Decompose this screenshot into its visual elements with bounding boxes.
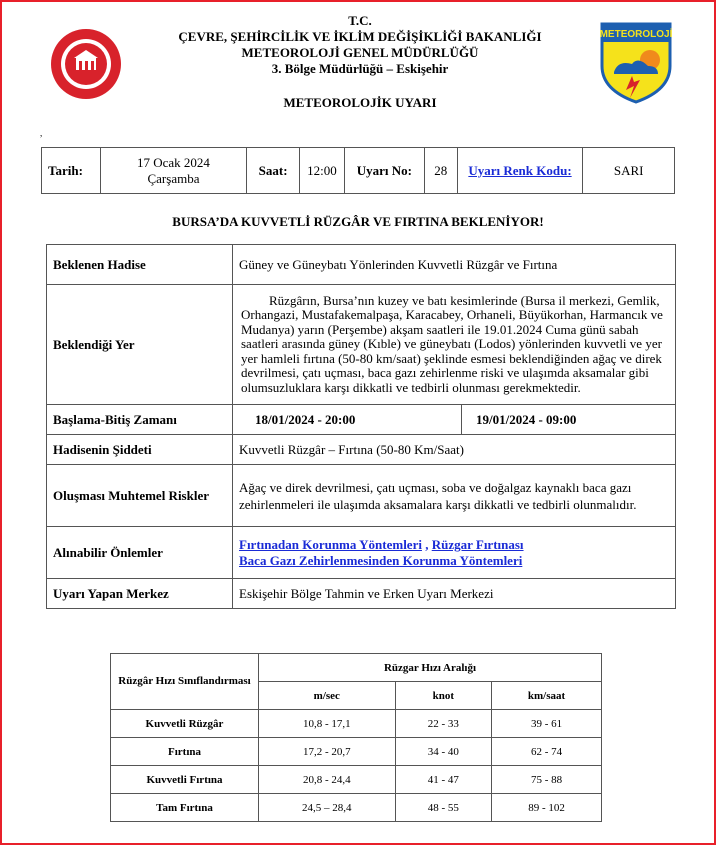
severity-value: Kuvvetli Rüzgâr – Fırtına (50-80 Km/Saat) — [233, 435, 676, 465]
value-kmh: 75 - 88 — [492, 766, 602, 794]
link-separator: , — [421, 536, 432, 552]
value-knot: 41 - 47 — [395, 766, 492, 794]
place-label: Beklendiği Yer — [47, 285, 233, 405]
link-storm-protection[interactable]: Fırtınadan Korunma Yöntemleri — [239, 536, 422, 552]
link-wind-storm[interactable]: Rüzgar Fırtınası — [431, 536, 524, 552]
meteorology-logo-icon — [598, 20, 674, 104]
logo-text: METEOROLOJİ — [599, 29, 673, 40]
class-name: Fırtına — [111, 738, 259, 766]
wind-classification-table — [110, 653, 602, 822]
event-value: Güney ve Güneybatı Yönlerinden Kuvvetli Rüzgâr ve Fırtına — [233, 245, 676, 285]
value-knot: 48 - 55 — [395, 794, 492, 822]
place-value: Rüzgârın, Bursa’nın kuzey ve batı kesimlerinde (Bursa il merkezi, Gemlik, Orhangazi, Mustafakemalpaşa, Karacabey, Orhaneli, Büyükorhan, Harmancık ve Mudanya) yarın (Perşembe) akşam saatleri ile 19.01.2024 Cuma günü sabah saatleri arasında güney (Kıble) ve güneybatı (Lodos) yönlerinden kuvvetli ve yer yer hamleli fırtına (50-80 km/saat) şeklinde esmesi beklendiğinden ağaç ve direk devrilmesi, çatı uçması, baca gazı zehirlenme riski ve ulaşımda aksamalar gibi olumsuzluklara karşı dikkatli ve tedbirli olunması gerekmektedir. — [233, 285, 676, 405]
warning-no-label: Uyarı No: — [344, 148, 424, 194]
class-name: Kuvvetli Rüzgâr — [111, 710, 259, 738]
warning-no-value: 28 — [424, 148, 457, 194]
table-row — [111, 738, 602, 766]
unit-knot: knot — [395, 682, 492, 710]
value-ms: 10,8 - 17,1 — [259, 710, 396, 738]
class-name: Kuvvetli Fırtına — [111, 766, 259, 794]
value-kmh: 39 - 61 — [492, 710, 602, 738]
center-label: Uyarı Yapan Merkez — [47, 579, 233, 609]
details-table — [46, 244, 676, 609]
value-knot: 22 - 33 — [395, 710, 492, 738]
date-value: 17 Ocak 2024 — [137, 154, 210, 170]
color-code-cell — [457, 148, 583, 194]
table-row — [111, 794, 602, 822]
measures-links — [233, 527, 676, 579]
severity-label: Hadisenin Şiddeti — [47, 435, 233, 465]
class-name: Tam Fırtına — [111, 794, 259, 822]
info-table — [41, 147, 675, 194]
table-row — [111, 766, 602, 794]
ministry-seal-icon — [50, 28, 122, 100]
event-label: Beklenen Hadise — [47, 245, 233, 285]
header-ministry: ÇEVRE, ŞEHİRCİLİK VE İKLİM DEĞİŞİKLİĞİ BAKANLIĞI — [178, 29, 542, 44]
value-ms: 17,2 - 20,7 — [259, 738, 396, 766]
start-time: 18/01/2024 - 20:00 — [233, 405, 462, 435]
value-kmh: 89 - 102 — [492, 794, 602, 822]
table-row — [111, 710, 602, 738]
unit-ms: m/sec — [259, 682, 396, 710]
risks-label: Oluşması Muhtemel Riskler — [47, 465, 233, 527]
date-cell — [100, 148, 247, 194]
time-range-label: Başlama-Bitiş Zamanı — [47, 405, 233, 435]
unit-kmh: km/saat — [492, 682, 602, 710]
speed-range-header: Rüzgar Hızı Aralığı — [259, 654, 602, 682]
header-directorate: METEOROLOJİ GENEL MÜDÜRLÜĞÜ — [241, 45, 479, 60]
color-code-value: SARI — [583, 148, 675, 194]
header-region: 3. Bölge Müdürlüğü – Eskişehir — [271, 61, 449, 76]
color-code-link[interactable]: Uyarı Renk Kodu: — [468, 162, 572, 178]
stray-mark: , — [40, 128, 43, 138]
risks-value: Ağaç ve direk devrilmesi, çatı uçması, soba ve doğalgaz kaynaklı baca gazı zehirlenmeleri ile ulaşımda aksamalara karşı dikkatli ve tedbirli olunmalıdır. — [233, 465, 676, 527]
document-title: METEOROLOJİK UYARI — [283, 95, 437, 110]
value-ms: 20,8 - 24,4 — [259, 766, 396, 794]
date-label: Tarih: — [42, 148, 101, 194]
link-flue-gas[interactable]: Baca Gazı Zehirlenmesinden Korunma Yöntemleri — [239, 552, 523, 568]
day-value: Çarşamba — [147, 170, 200, 186]
time-label: Saat: — [247, 148, 300, 194]
time-value: 12:00 — [299, 148, 344, 194]
end-time: 19/01/2024 - 09:00 — [462, 405, 676, 435]
value-ms: 24,5 – 28,4 — [259, 794, 396, 822]
value-kmh: 62 - 74 — [492, 738, 602, 766]
measures-label: Alınabilir Önlemler — [47, 527, 233, 579]
center-value: Eskişehir Bölge Tahmin ve Erken Uyarı Merkezi — [233, 579, 676, 609]
classification-header: Rüzgâr Hızı Sınıflandırması — [111, 654, 259, 710]
warning-headline: BURSA’DA KUVVETLİ RÜZGÂR VE FIRTINA BEKLENİYOR! — [172, 214, 544, 229]
value-knot: 34 - 40 — [395, 738, 492, 766]
header-tc: T.C. — [348, 13, 372, 28]
